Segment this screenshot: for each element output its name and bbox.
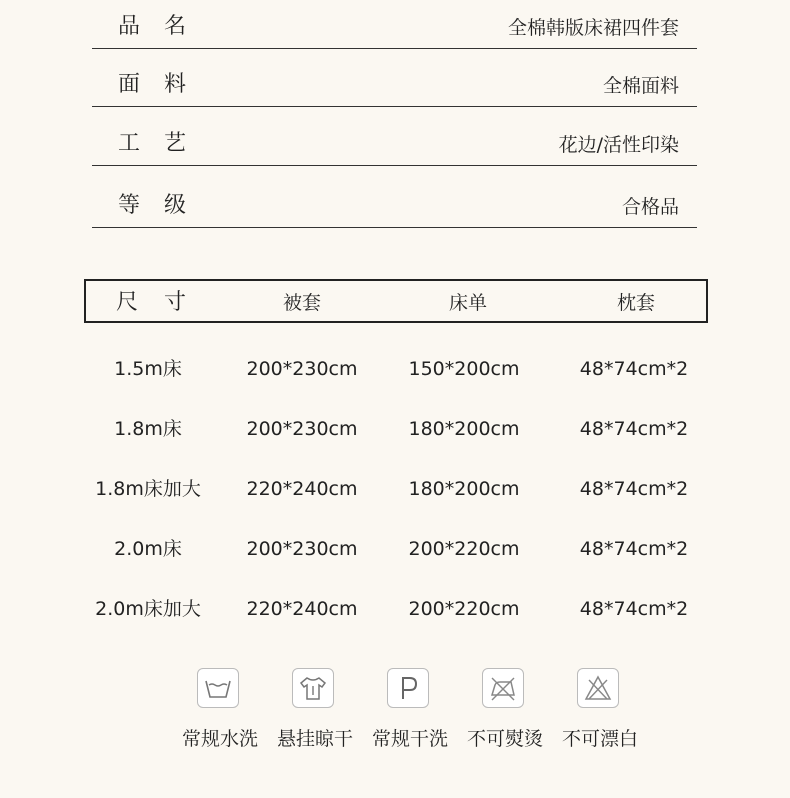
spec-row-grade: [92, 181, 697, 228]
table-cell: 180*200cm: [408, 418, 520, 440]
spec-label: 面料: [118, 72, 211, 97]
table-cell: 1.8m床: [114, 418, 182, 440]
table-cell: 220*240cm: [246, 478, 358, 500]
spec-label: 工艺: [118, 131, 211, 156]
no-iron-icon: [482, 668, 524, 708]
spec-row-name: [92, 2, 697, 49]
table-cell: 200*230cm: [246, 358, 358, 380]
care-item-no-bleach: [555, 668, 645, 758]
care-label: 常规水洗: [181, 728, 258, 750]
table-cell: 220*240cm: [246, 598, 358, 620]
header-size: 尺寸: [116, 290, 213, 315]
table-cell: 180*200cm: [408, 478, 520, 500]
table-cell: 2.0m床加大: [95, 598, 201, 620]
table-cell: 48*74cm*2: [579, 358, 689, 380]
table-cell: 2.0m床: [114, 538, 182, 560]
table-cell: 48*74cm*2: [579, 538, 689, 560]
care-label: 悬挂晾干: [276, 728, 353, 750]
table-cell: 48*74cm*2: [579, 478, 689, 500]
care-label: 常规干洗: [371, 728, 448, 750]
table-cell: 1.5m床: [114, 358, 182, 380]
table-cell: 200*220cm: [408, 598, 520, 620]
spec-value: 全棉面料: [602, 75, 679, 97]
header-duvet: 被套: [282, 292, 321, 314]
spec-value: 全棉韩版床裙四件套: [507, 17, 679, 39]
care-item-dry-clean: [365, 668, 455, 758]
table-cell: 200*230cm: [246, 418, 358, 440]
spec-row-fabric: [92, 60, 697, 107]
care-item-wash: [175, 668, 265, 758]
table-cell: 200*230cm: [246, 538, 358, 560]
table-row: [84, 594, 708, 624]
spec-value: 合格品: [621, 196, 679, 218]
table-cell: 150*200cm: [408, 358, 520, 380]
spec-label: 品名: [118, 14, 211, 39]
spec-value: 花边/活性印染: [558, 134, 679, 156]
header-pillowcase: 枕套: [616, 292, 655, 314]
spec-row-craft: [92, 119, 697, 166]
no-bleach-icon: [577, 668, 619, 708]
spec-label: 等级: [118, 193, 211, 218]
table-cell: 48*74cm*2: [579, 598, 689, 620]
size-table-header: [84, 279, 708, 323]
care-item-hang-dry: [270, 668, 360, 758]
table-cell: 48*74cm*2: [579, 418, 689, 440]
table-cell: 200*220cm: [408, 538, 520, 560]
dry-clean-p-icon: [387, 668, 429, 708]
table-row: [84, 354, 708, 384]
header-sheet: 床单: [448, 292, 487, 314]
table-row: [84, 414, 708, 444]
table-row: [84, 474, 708, 504]
table-cell: 1.8m床加大: [95, 478, 201, 500]
wash-basin-icon: [197, 668, 239, 708]
table-row: [84, 534, 708, 564]
hanging-shirt-icon: [292, 668, 334, 708]
care-label: 不可漂白: [561, 728, 638, 750]
care-item-no-iron: [460, 668, 550, 758]
care-label: 不可熨烫: [466, 728, 543, 750]
